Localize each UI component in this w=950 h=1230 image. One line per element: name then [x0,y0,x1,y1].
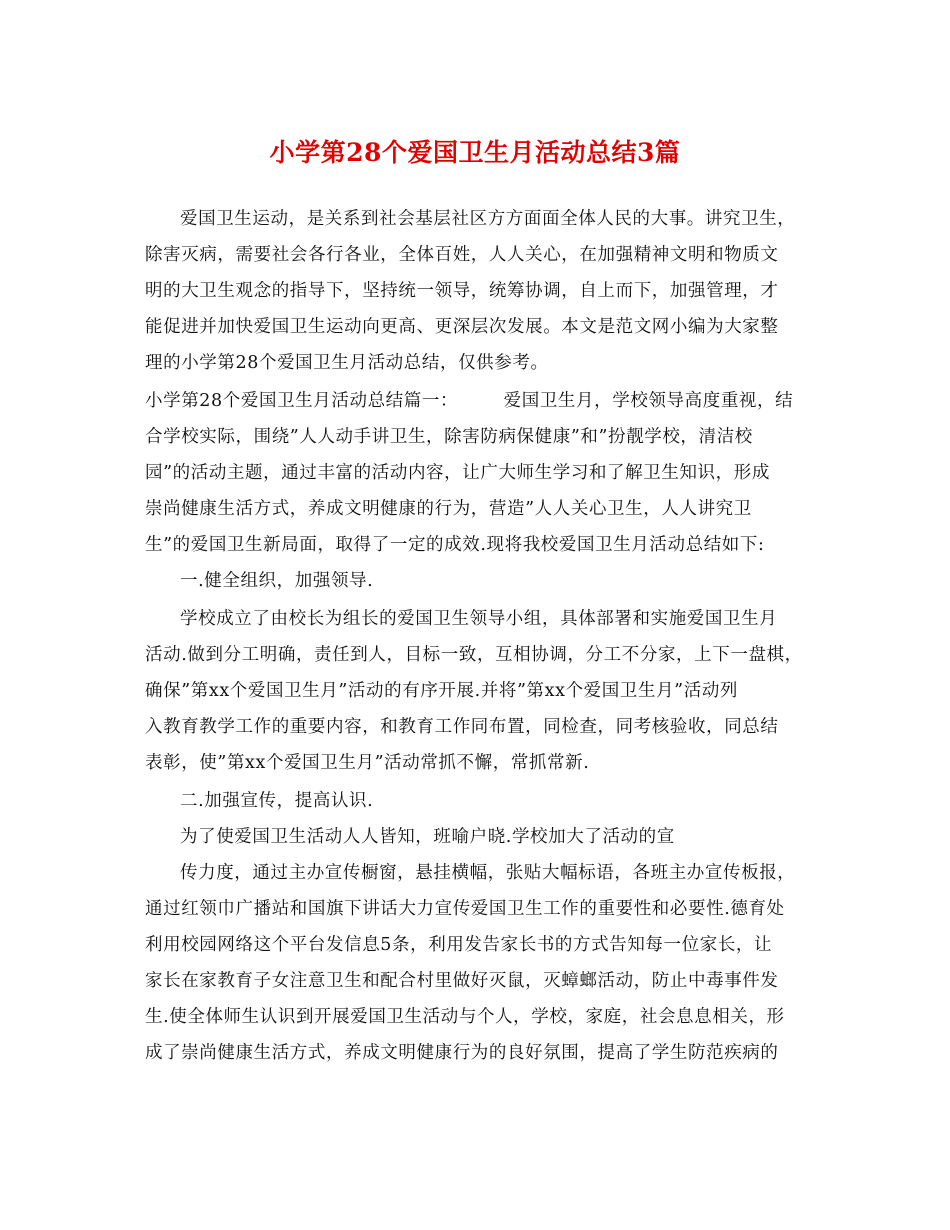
body-line: 除害灭病，需要社会各行各业，全体百姓，人人关心，在加强精神文明和物质文 [145,245,779,265]
body-line: 家长在家教育子女注意卫生和配合村里做好灭鼠，灭蟑螂活动，防止中毒事件发 [145,971,779,991]
body-line: 利用校园网络这个平台发信息5条，利用发告家长书的方式告知每一位家长，让 [145,935,773,955]
body-line: 生”的爱国卫生新局面，取得了一定的成效.现将我校爱国卫生月活动总结如下: [145,535,765,555]
body-line: 活动.做到分工明确，责任到人，目标一致，互相协调，分工不分家，上下一盘棋， [145,645,803,665]
subsection-heading: 一.健全组织，加强领导. [180,571,374,591]
body-line: 成了崇尚健康生活方式，养成文明健康行为的良好氛围，提高了学生防范疾病的 [145,1043,779,1063]
body-line: 学校成立了由校长为组长的爱国卫生领导小组，具体部署和实施爱国卫生月 [180,609,778,629]
body-line: 园”的活动主题，通过丰富的活动内容，让广大师生学习和了解卫生知识，形成 [145,463,770,483]
body-line: 表彰，使”第xx个爱国卫生月”活动常抓不懈，常抓常新. [145,753,590,773]
body-line: 通过红领巾广播站和国旗下讲话大力宣传爱国卫生工作的重要性和必要性.德育处 [145,899,785,919]
body-line: 理的小学第28个爱国卫生月活动总结，仅供参考。 [145,353,549,373]
subsection-heading: 二.加强宣传，提高认识. [180,791,374,811]
body-line: 爱国卫生运动，是关系到社会基层社区方方面面全体人民的大事。讲究卫生， [180,209,796,229]
body-line: 合学校实际，围绕”人人动手讲卫生，除害防病保健康”和”扮靓学校，清洁校 [145,427,753,447]
body-line: 生.使全体师生认识到开展爱国卫生活动与个人，学校，家庭，社会息息相关，形 [145,1007,785,1027]
document-title: 小学第28个爱国卫生月活动总结3篇 [269,138,681,167]
body-line: 确保”第xx个爱国卫生月”活动的有序开展.并将”第xx个爱国卫生月”活动列 [145,681,739,701]
body-line: 入教育教学工作的重要内容，和教育工作同布置，同检查，同考核验收，同总结 [145,717,779,737]
body-line: 崇尚健康生活方式，养成文明健康的行为，营造”人人关心卫生，人人讲究卫 [145,499,752,519]
body-line: 能促进并加快爱国卫生运动向更高、更深层次发展。本文是范文网小编为大家整 [145,317,779,337]
body-line: 为了使爱国卫生活动人人皆知，班喻户晓.学校加大了活动的宣 [180,827,675,847]
body-line: 传力度，通过主办宣传橱窗，悬挂横幅，张贴大幅标语，各班主办宣传板报， [180,863,796,883]
body-line: 明的大卫生观念的指导下，坚持统一领导，统筹协调，自上而下，加强管理，才 [145,281,779,301]
section-heading-line: 小学第28个爱国卫生月活动总结篇一： 爱国卫生月，学校领导高度重视，结 [145,391,794,411]
